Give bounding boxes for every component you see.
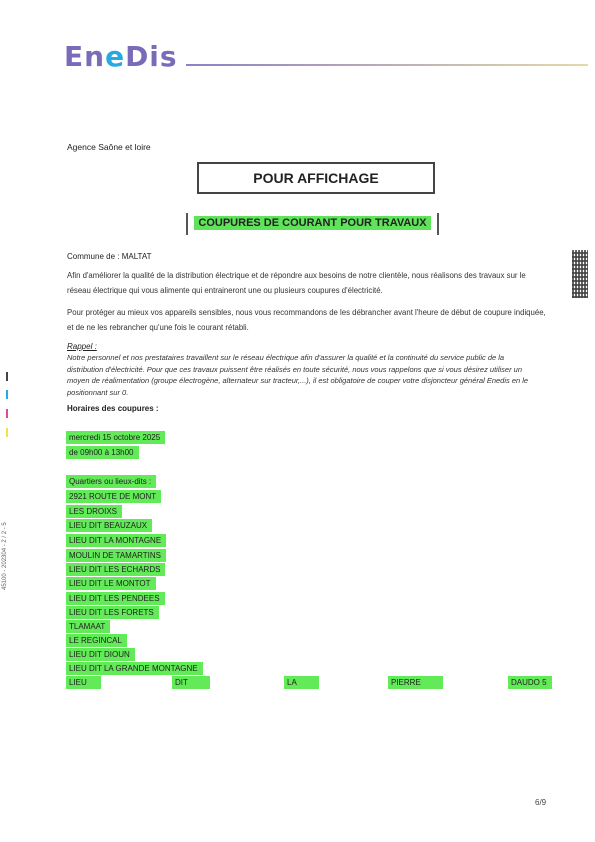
recommendation-paragraph: Pour protéger au mieux vos appareils sensibles, nous vous recommandons de les débrancher avant l'heure de début de coupure indiquée, et de ne les rebrancher qu'une fois le courant rétabli.: [67, 308, 546, 332]
color-mark-cyan: [6, 390, 8, 399]
list-item: LIEU DIT BEAUZAUX: [66, 519, 152, 532]
outage-time: de 09h00 à 13h00: [66, 446, 139, 459]
outage-date: mercredi 15 octobre 2025: [66, 431, 165, 444]
side-reference: 45100 - 202304 - 2 / 2 - 5: [2, 522, 8, 590]
enedis-logo: EneDis: [64, 40, 178, 73]
pour-affichage-banner: POUR AFFICHAGE: [197, 162, 435, 194]
color-mark-black: [6, 372, 8, 381]
qr-code: [572, 250, 588, 298]
page-number: 6/9: [535, 798, 547, 807]
agency-label: Agence Saône et loire: [67, 142, 151, 152]
list-item: MOULIN DE TAMARTINS: [66, 549, 166, 562]
color-mark-yellow: [6, 428, 8, 437]
list-item: 2921 ROUTE DE MONT: [66, 490, 161, 503]
color-mark-magenta: [6, 409, 8, 418]
rappel-title: Rappel :: [67, 342, 97, 351]
list-item: LIEU DIT LES ECHARDS: [66, 563, 165, 576]
list-item: LIEU DIT LES PENDEES: [66, 592, 165, 605]
last-line-word: LIEU: [66, 676, 101, 689]
list-item: LIEU DIT LE MONTOT: [66, 577, 156, 590]
list-item: LIEU DIT LA MONTAGNE: [66, 534, 166, 547]
last-line-word: PIERRE: [388, 676, 443, 689]
commune-label: Commune de : MALTAT: [67, 252, 152, 261]
quartiers-title: Quartiers ou lieux-dits :: [66, 475, 156, 488]
header-rule: [186, 64, 588, 66]
list-item: TLAMAAT: [66, 620, 110, 633]
list-item: LE REGINCAL: [66, 634, 127, 647]
coupures-subtitle: COUPURES DE COURANT POUR TRAVAUX: [186, 213, 439, 235]
last-line-word: LA: [284, 676, 319, 689]
list-item: LIEU DIT LES FORETS: [66, 606, 159, 619]
horaires-title: Horaires des coupures :: [67, 404, 159, 413]
list-item: LIEU DIT DIOUN: [66, 648, 135, 661]
list-item: LES DROIXS: [66, 505, 122, 518]
last-line-word: DIT: [172, 676, 210, 689]
intro-paragraph: Afin d'améliorer la qualité de la distribution électrique et de répondre aux besoins de notre clientèle, nous réalisons des travaux sur le réseau électrique qui vous alimente qui entraineront une ou plusieurs coupures d'électricité.: [67, 271, 526, 295]
rappel-text: Notre personnel et nos prestataires travaillent sur le réseau électrique afin d'assurer la qualité et la continuité du service public de la distribution d'électricité. Pour que ces travaux puissent être réalisés en toute sécurité, nous vous rappelons que si vous désirez utiliser un moyen de réalimentation (groupe électrogène, alternateur sur tracteur,...), il est obligatoire de couper votre disjoncteur général Enedis en le positionnant sur 0.: [67, 353, 529, 397]
last-line-word: DAUDO 5: [508, 676, 552, 689]
list-item: LIEU DIT LA GRANDE MONTAGNE: [66, 662, 203, 675]
